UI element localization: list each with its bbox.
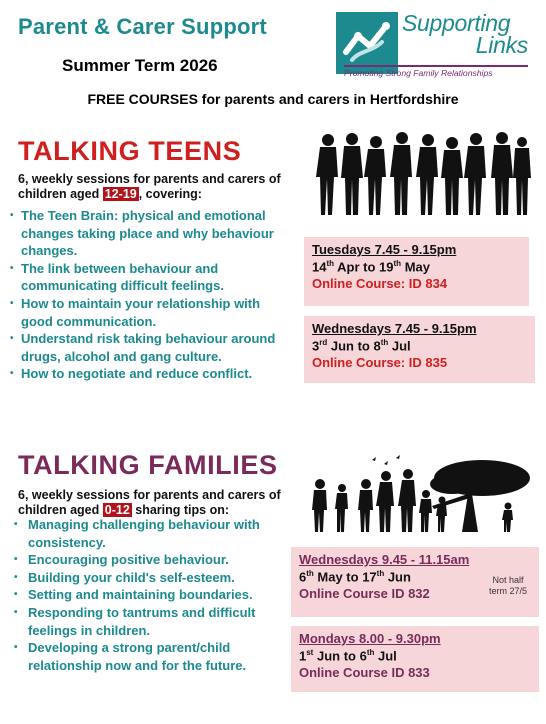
session-dates: 1st Jun to 6th Jul	[299, 648, 397, 664]
page-title: Parent & Carer Support	[18, 14, 267, 39]
session-dates: 3rd Jun to 8th Jul	[312, 338, 411, 354]
term-heading: Summer Term 2026	[62, 56, 218, 75]
families-topic-list	[14, 516, 276, 674]
session-dates: 6th May to 17th Jun	[299, 569, 411, 585]
session-day-time: Tuesdays 7.45 - 9.15pm	[312, 242, 457, 257]
session-course-id: Online Course ID 832	[299, 586, 430, 602]
talking-families-heading: TALKING FAMILIES	[18, 450, 278, 480]
families-topic-item: • Building your child's self-esteem.	[14, 569, 276, 587]
logo-name-line1: Supporting	[402, 10, 511, 36]
logo-tagline: Promoting Strong Family Relationships	[344, 65, 528, 78]
session-day-time: Mondays 8.00 - 9.30pm	[299, 631, 441, 646]
families-topic-item: • Encouraging positive behaviour.	[14, 551, 276, 569]
families-intro-text	[18, 488, 298, 518]
free-courses-line: FREE COURSES for parents and carers in Hertfordshire	[87, 91, 459, 107]
logo-name-line2: Links	[475, 32, 528, 58]
families-session-mondays	[291, 626, 539, 692]
teenagers-silhouette-image	[312, 130, 532, 216]
half-term-note: Not half term 27/5	[488, 575, 528, 596]
talking-teens-heading: TALKING TEENS	[18, 136, 242, 166]
teens-age-badge: 12-19	[104, 187, 137, 201]
families-topic-item: • Developing a strong parent/child relationship now and for the future.	[14, 639, 276, 674]
teens-session-tuesdays	[304, 237, 529, 306]
session-course-id: Online Course ID 833	[299, 665, 430, 681]
families-topic-item: • Responding to tantrums and difficult feelings in children.	[14, 604, 276, 639]
teens-topic-item: • The link between behaviour and communicating difficult feelings.	[10, 260, 288, 295]
teens-topic-item: • Understand risk taking behaviour around drugs, alcohol and gang culture.	[10, 330, 288, 365]
session-dates: 14th Apr to 19th May	[312, 259, 430, 275]
teens-topic-item: • How to maintain your relationship with good communication.	[10, 295, 288, 330]
families-age-badge: 0-12	[104, 503, 130, 517]
teens-intro-after: , covering:	[138, 187, 202, 201]
teens-session-wednesdays	[304, 316, 535, 383]
teens-intro-before: 6, weekly sessions for parents and carers of children aged	[18, 172, 281, 201]
session-day-time: Wednesdays 7.45 - 9.15pm	[312, 321, 477, 336]
families-topic-item: • Managing challenging behaviour with consistency.	[14, 516, 276, 551]
families-session-wednesdays	[291, 547, 539, 617]
families-intro-before: 6, weekly sessions for parents and carers of children aged	[18, 488, 281, 517]
teens-intro-text	[18, 172, 318, 202]
teens-topic-item: • How to negotiate and reduce conflict.	[10, 365, 288, 383]
session-course-id: Online Course: ID 835	[312, 355, 448, 371]
session-day-time: Wednesdays 9.45 - 11.15am	[299, 552, 470, 567]
teens-topic-list	[10, 207, 288, 383]
families-intro-after: sharing tips on:	[131, 503, 230, 517]
supporting-links-logo	[336, 12, 532, 80]
teens-topic-item: • The Teen Brain: physical and emotional changes taking place and why behaviour changes.	[10, 207, 288, 260]
families-topic-item: • Setting and maintaining boundaries.	[14, 586, 276, 604]
session-course-id: Online Course: ID 834	[312, 276, 448, 292]
family-tree-silhouette-image	[312, 454, 532, 532]
